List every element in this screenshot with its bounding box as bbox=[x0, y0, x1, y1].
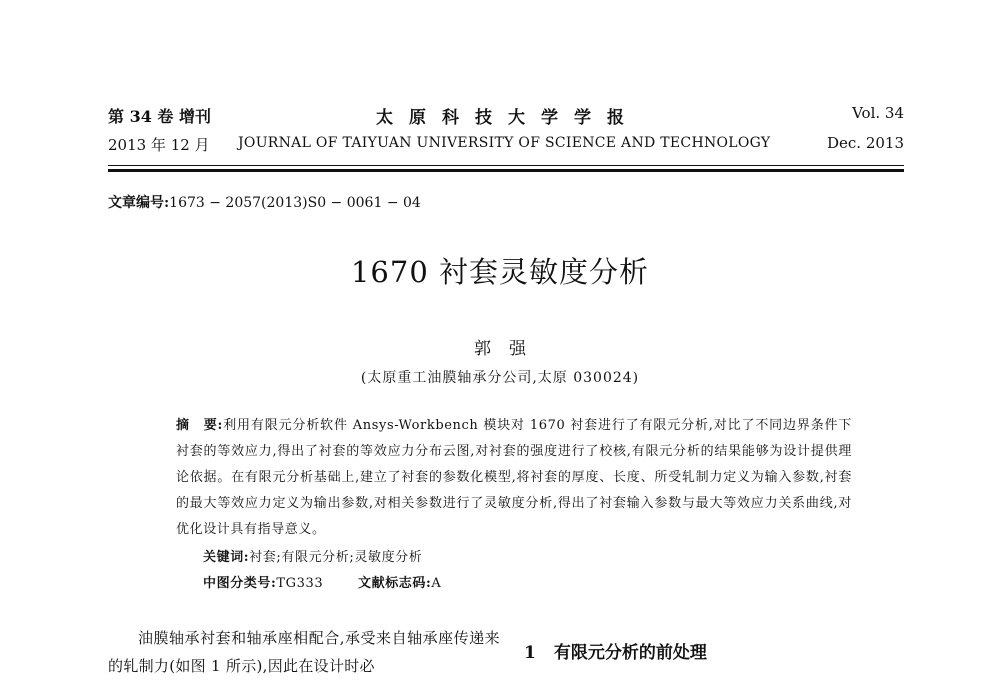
header-rule-thin bbox=[108, 165, 904, 166]
document-code bbox=[358, 572, 441, 591]
article-number-label: 文章编号: bbox=[108, 195, 170, 211]
section-title: 有限元分析的前处理 bbox=[553, 643, 707, 663]
section-heading bbox=[524, 638, 707, 663]
article-number bbox=[108, 192, 421, 212]
author-affiliation: (太原重工油膜轴承分公司,太原 030024) bbox=[360, 370, 640, 386]
keywords-label: 关键词: bbox=[203, 550, 250, 565]
author-name: 郭强 bbox=[474, 339, 544, 359]
clc-label: 中图分类号: bbox=[203, 576, 277, 591]
section-number: 1 bbox=[524, 643, 536, 663]
paper-title: 1670 衬套灵敏度分析 bbox=[350, 255, 650, 289]
abstract bbox=[176, 413, 852, 543]
issue-date-cn: 2013 年 12 月 bbox=[108, 136, 210, 154]
doc-code-value: A bbox=[431, 576, 442, 591]
abstract-label: 摘 要: bbox=[176, 418, 223, 433]
volume-en: Vol. 34 bbox=[852, 104, 904, 122]
doc-code-label: 文献标志码: bbox=[358, 576, 432, 591]
volume-issue: 第 34 卷 增刊 bbox=[108, 107, 211, 126]
journal-title-cn: 太原科技大学学报 bbox=[376, 108, 640, 128]
keywords-value: 衬套;有限元分析;灵敏度分析 bbox=[249, 550, 423, 565]
abstract-text: 利用有限元分析软件 Ansys-Workbench 模块对 1670 衬套进行了有限元分析,对比了不同边界条件下衬套的等效应力,得出了衬套的等效应力分布云图,对衬套的强度进行了校核,有限元分析的结果能够为设计提供理论依据。在有限元分析基础上,建立了衬套的参数化模型,将衬套的厚度、长度、所受轧制力定义为输入参数,衬套的最大等效应力定义为输出参数,对相关参数进行了灵敏度分析,得出了衬套输入参数与最大等效应力关系曲线,对优化设计具有指导意义。 bbox=[176, 418, 853, 537]
header-rule-thick bbox=[108, 169, 904, 172]
intro-paragraph: 油膜轴承衬套和轴承座相配合,承受来自轴承座传递来的轧制力(如图 1 所示),因此在设计时必 bbox=[108, 629, 500, 675]
keywords bbox=[203, 546, 422, 565]
journal-title-en: JOURNAL OF TAIYUAN UNIVERSITY OF SCIENCE AND TECHNOLOGY bbox=[238, 135, 771, 151]
issue-date-en: Dec. 2013 bbox=[826, 134, 904, 152]
classification bbox=[203, 572, 323, 591]
article-number-value: 1673 − 2057(2013)S0 − 0061 − 04 bbox=[169, 195, 421, 211]
clc-value: TG333 bbox=[276, 576, 324, 591]
